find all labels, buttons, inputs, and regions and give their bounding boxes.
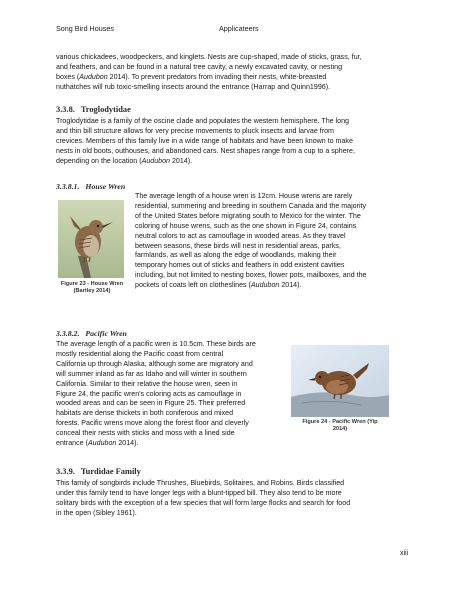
- house-wren-photo: [58, 200, 124, 278]
- section-heading-house-wren: 3.3.8.1. House Wren: [56, 182, 126, 191]
- section-heading-turdidae: 3.3.9. Turdidae Family: [56, 467, 141, 476]
- header-left: Song Bird Houses: [56, 24, 114, 33]
- intro-line: and feathers, and can be found in a natural tree cavity, a newly excavated cavity, or nesting: [56, 62, 343, 71]
- intro-line: various chickadees, woodpeckers, and kinglets. Nests are cup-shaped, made of sticks, grass, fur,: [56, 53, 362, 61]
- house-wren-illustration: [58, 200, 124, 278]
- intro-paragraph: [56, 53, 416, 93]
- pacific-wren-paragraph: The average length of a pacific wren is 10.5cm. These birds are mostly residential along the Pacific coast from central California up through Alaska, although some are migratory and will summer inland as far as Idaho and will winter in southern California. Similar to their relative the house wren, seen in Figure 24, the pacific wren's coloring acts as camouflage in wooded areas and can be seen in Figure 25. Their preferred habitats are dense thickets in both coniferous and mixed forests. Pacific wrens move along the forest floor and cleverly conceal their nests with sticks and moss with a lined side entrance (Audubon 2014).: [56, 340, 256, 448]
- section-heading-pacific-wren: 3.3.8.2. Pacific Wren: [56, 329, 127, 338]
- intro-line: boxes (Audubon 2014). To prevent predators from invading their nests, white-breasted: [56, 72, 327, 81]
- page-number: xiii: [400, 550, 409, 557]
- turdidae-paragraph: This family of songbirds include Thrushes, Bluebirds, Solitaires, and Robins. Birds classified under this family tend to have longer legs with a blunt-tipped bill. They also tend to be more solitary birds with the exception of a few species that will form large flocks and search for food in the open (Sibley 1961).: [56, 479, 351, 517]
- figure-caption-house-wren: Figure 23 - House Wren (Bartley 2014): [60, 281, 124, 294]
- section-heading-troglodytidae: 3.3.8. Troglodytidae: [56, 105, 131, 114]
- pacific-wren-illustration: [291, 345, 389, 417]
- header-right: Applicateers: [219, 24, 259, 33]
- house-wren-paragraph: The average length of a house wren is 12cm. House wrens are rarely residential, summering and breeding in southern Canada and the majority of the United States before migrating south to Mexico for the winter. The coloring of house wrens, such as the one shown in Figure 24, contains neutral colors to act as camouflage in wooded areas. As they travel between seasons, these birds will nest in residential areas, parks, farmlands, as well as along the edge of woodlands, making their temporary homes out of sticks and feathers in odd existent cavities including, but not limited to nesting boxes, flower pots, mailboxes, and the pockets of coats left on clotheslines (Audubon 2014).: [135, 192, 367, 290]
- troglodytidae-paragraph: Troglodytidae is a family of the oscine clade and populates the western hemisphere. The long and thin bill structure allows for very precise movements to pluck insects and larvae from crevices. Members of this family live in a wide range of habitats and have been known to make nests in old boots, outhouses, and abandoned cars. Nest shapes range from a cup to a sphere, depending on the location (Audubon 2014).: [56, 117, 355, 165]
- page-header: [56, 24, 413, 33]
- intro-line: nuthatches will rub toxic-smelling insects around the entrance (Harrap and Quinn1996).: [56, 82, 331, 91]
- figure-caption-pacific-wren: Figure 24 - Pacific Wren (Yip 2014): [302, 419, 378, 432]
- pacific-wren-photo: [291, 345, 389, 417]
